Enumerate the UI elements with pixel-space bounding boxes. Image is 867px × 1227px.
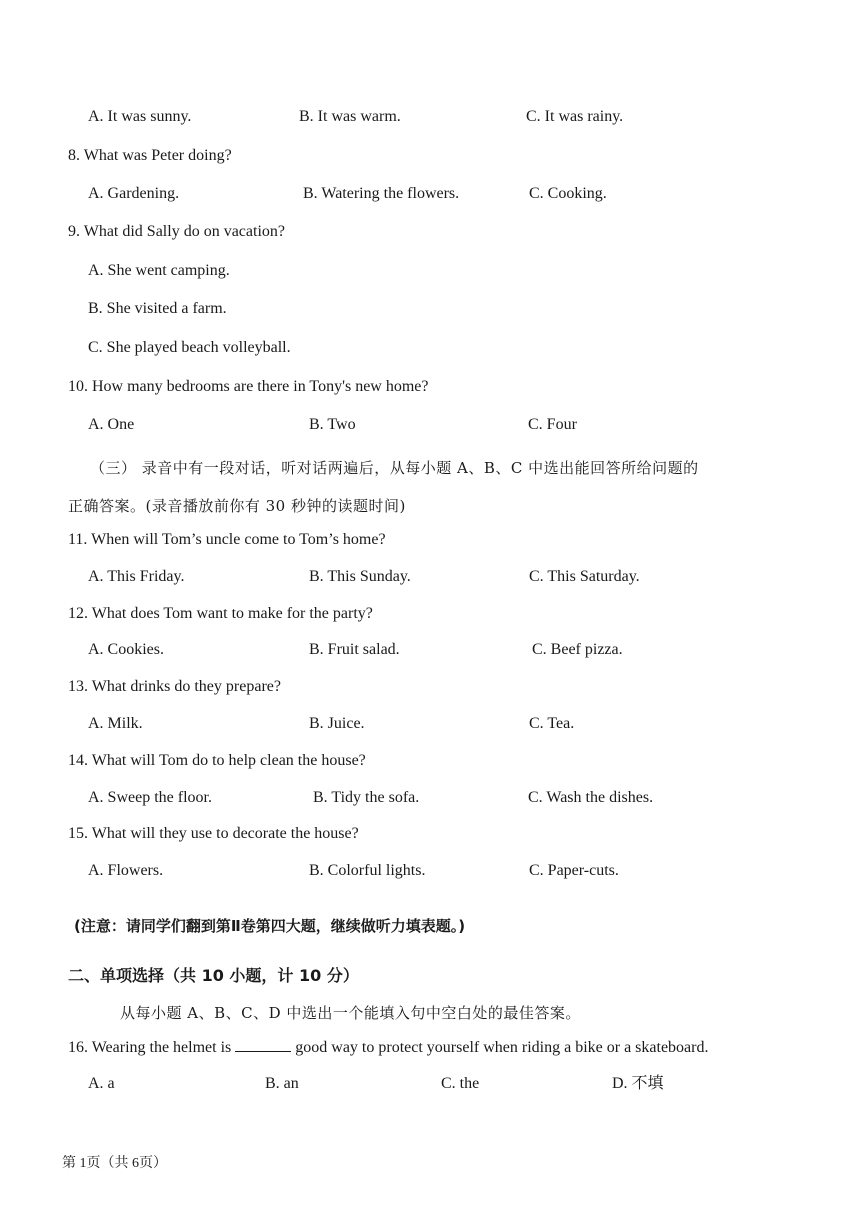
q14-option-a: A. Sweep the floor. — [88, 789, 212, 806]
q9-option-b: B. She visited a farm. — [88, 300, 227, 317]
q10-question: 10. How many bedrooms are there in Tony's new home? — [68, 378, 429, 395]
q7-option-a: A. It was sunny. — [88, 108, 192, 125]
section3-instruction-line1: （三） 录音中有一段对话，听对话两遍后，从每小题 A、B、C 中选出能回答所给问题的 — [90, 459, 699, 477]
q11-option-b: B. This Sunday. — [309, 568, 411, 585]
q9-option-c: C. She played beach volleyball. — [88, 339, 291, 356]
q9-option-a: A. She went camping. — [88, 262, 230, 279]
q12-question: 12. What does Tom want to make for the party? — [68, 605, 373, 622]
q14-question: 14. What will Tom do to help clean the house? — [68, 752, 366, 769]
q13-option-b: B. Juice. — [309, 715, 365, 732]
q15-option-a: A. Flowers. — [88, 862, 164, 879]
section3-instruction-line2: 正确答案。(录音播放前你有 30 秒钟的读题时间) — [68, 497, 406, 515]
q13-option-a: A. Milk. — [88, 715, 143, 732]
q14-option-b: B. Tidy the sofa. — [313, 789, 420, 806]
q8-option-c: C. Cooking. — [529, 185, 607, 202]
q14-option-c: C. Wash the dishes. — [528, 789, 654, 806]
part2-title: 二、单项选择（共 10 小题，计 10 分） — [68, 966, 359, 985]
q7-option-b: B. It was warm. — [299, 108, 401, 125]
q16-blank — [235, 1037, 291, 1052]
q16-option-a: A. a — [88, 1075, 115, 1092]
q16-option-b: B. an — [265, 1075, 299, 1092]
q16-option-d: D. 不填 — [612, 1075, 664, 1092]
q10-option-c: C. Four — [528, 416, 577, 433]
q13-option-c: C. Tea. — [529, 715, 575, 732]
q10-option-a: A. One — [88, 416, 135, 433]
q15-option-c: C. Paper-cuts. — [529, 862, 619, 879]
q11-option-a: A. This Friday. — [88, 568, 185, 585]
q13-question: 13. What drinks do they prepare? — [68, 678, 281, 695]
q12-option-b: B. Fruit salad. — [309, 641, 400, 658]
part2-instruction: 从每小题 A、B、C、D 中选出一个能填入句中空白处的最佳答案。 — [120, 1004, 581, 1022]
q9-question: 9. What did Sally do on vacation? — [68, 223, 285, 240]
q15-question: 15. What will they use to decorate the house? — [68, 825, 359, 842]
q16-question-after: good way to protect yourself when riding a bike or a skateboard. — [295, 1039, 709, 1056]
q12-option-a: A. Cookies. — [88, 641, 164, 658]
q8-option-b: B. Watering the flowers. — [303, 185, 460, 202]
note-turn-page: (注意：请同学们翻到第Ⅱ卷第四大题，继续做听力填表题。) — [74, 917, 466, 935]
q16-question-before: 16. Wearing the helmet is — [68, 1039, 232, 1056]
q16-question — [68, 1037, 708, 1058]
q12-option-c: C. Beef pizza. — [532, 641, 623, 658]
q8-option-a: A. Gardening. — [88, 185, 180, 202]
q8-question: 8. What was Peter doing? — [68, 147, 232, 164]
q7-option-c: C. It was rainy. — [526, 108, 624, 125]
q16-option-c: C. the — [441, 1075, 480, 1092]
q10-option-b: B. Two — [309, 416, 356, 433]
page-footer: 第 1页（共 6页） — [62, 1156, 167, 1171]
q11-option-c: C. This Saturday. — [529, 568, 640, 585]
q15-option-b: B. Colorful lights. — [309, 862, 426, 879]
q11-question: 11. When will Tom’s uncle come to Tom’s home? — [68, 531, 386, 548]
